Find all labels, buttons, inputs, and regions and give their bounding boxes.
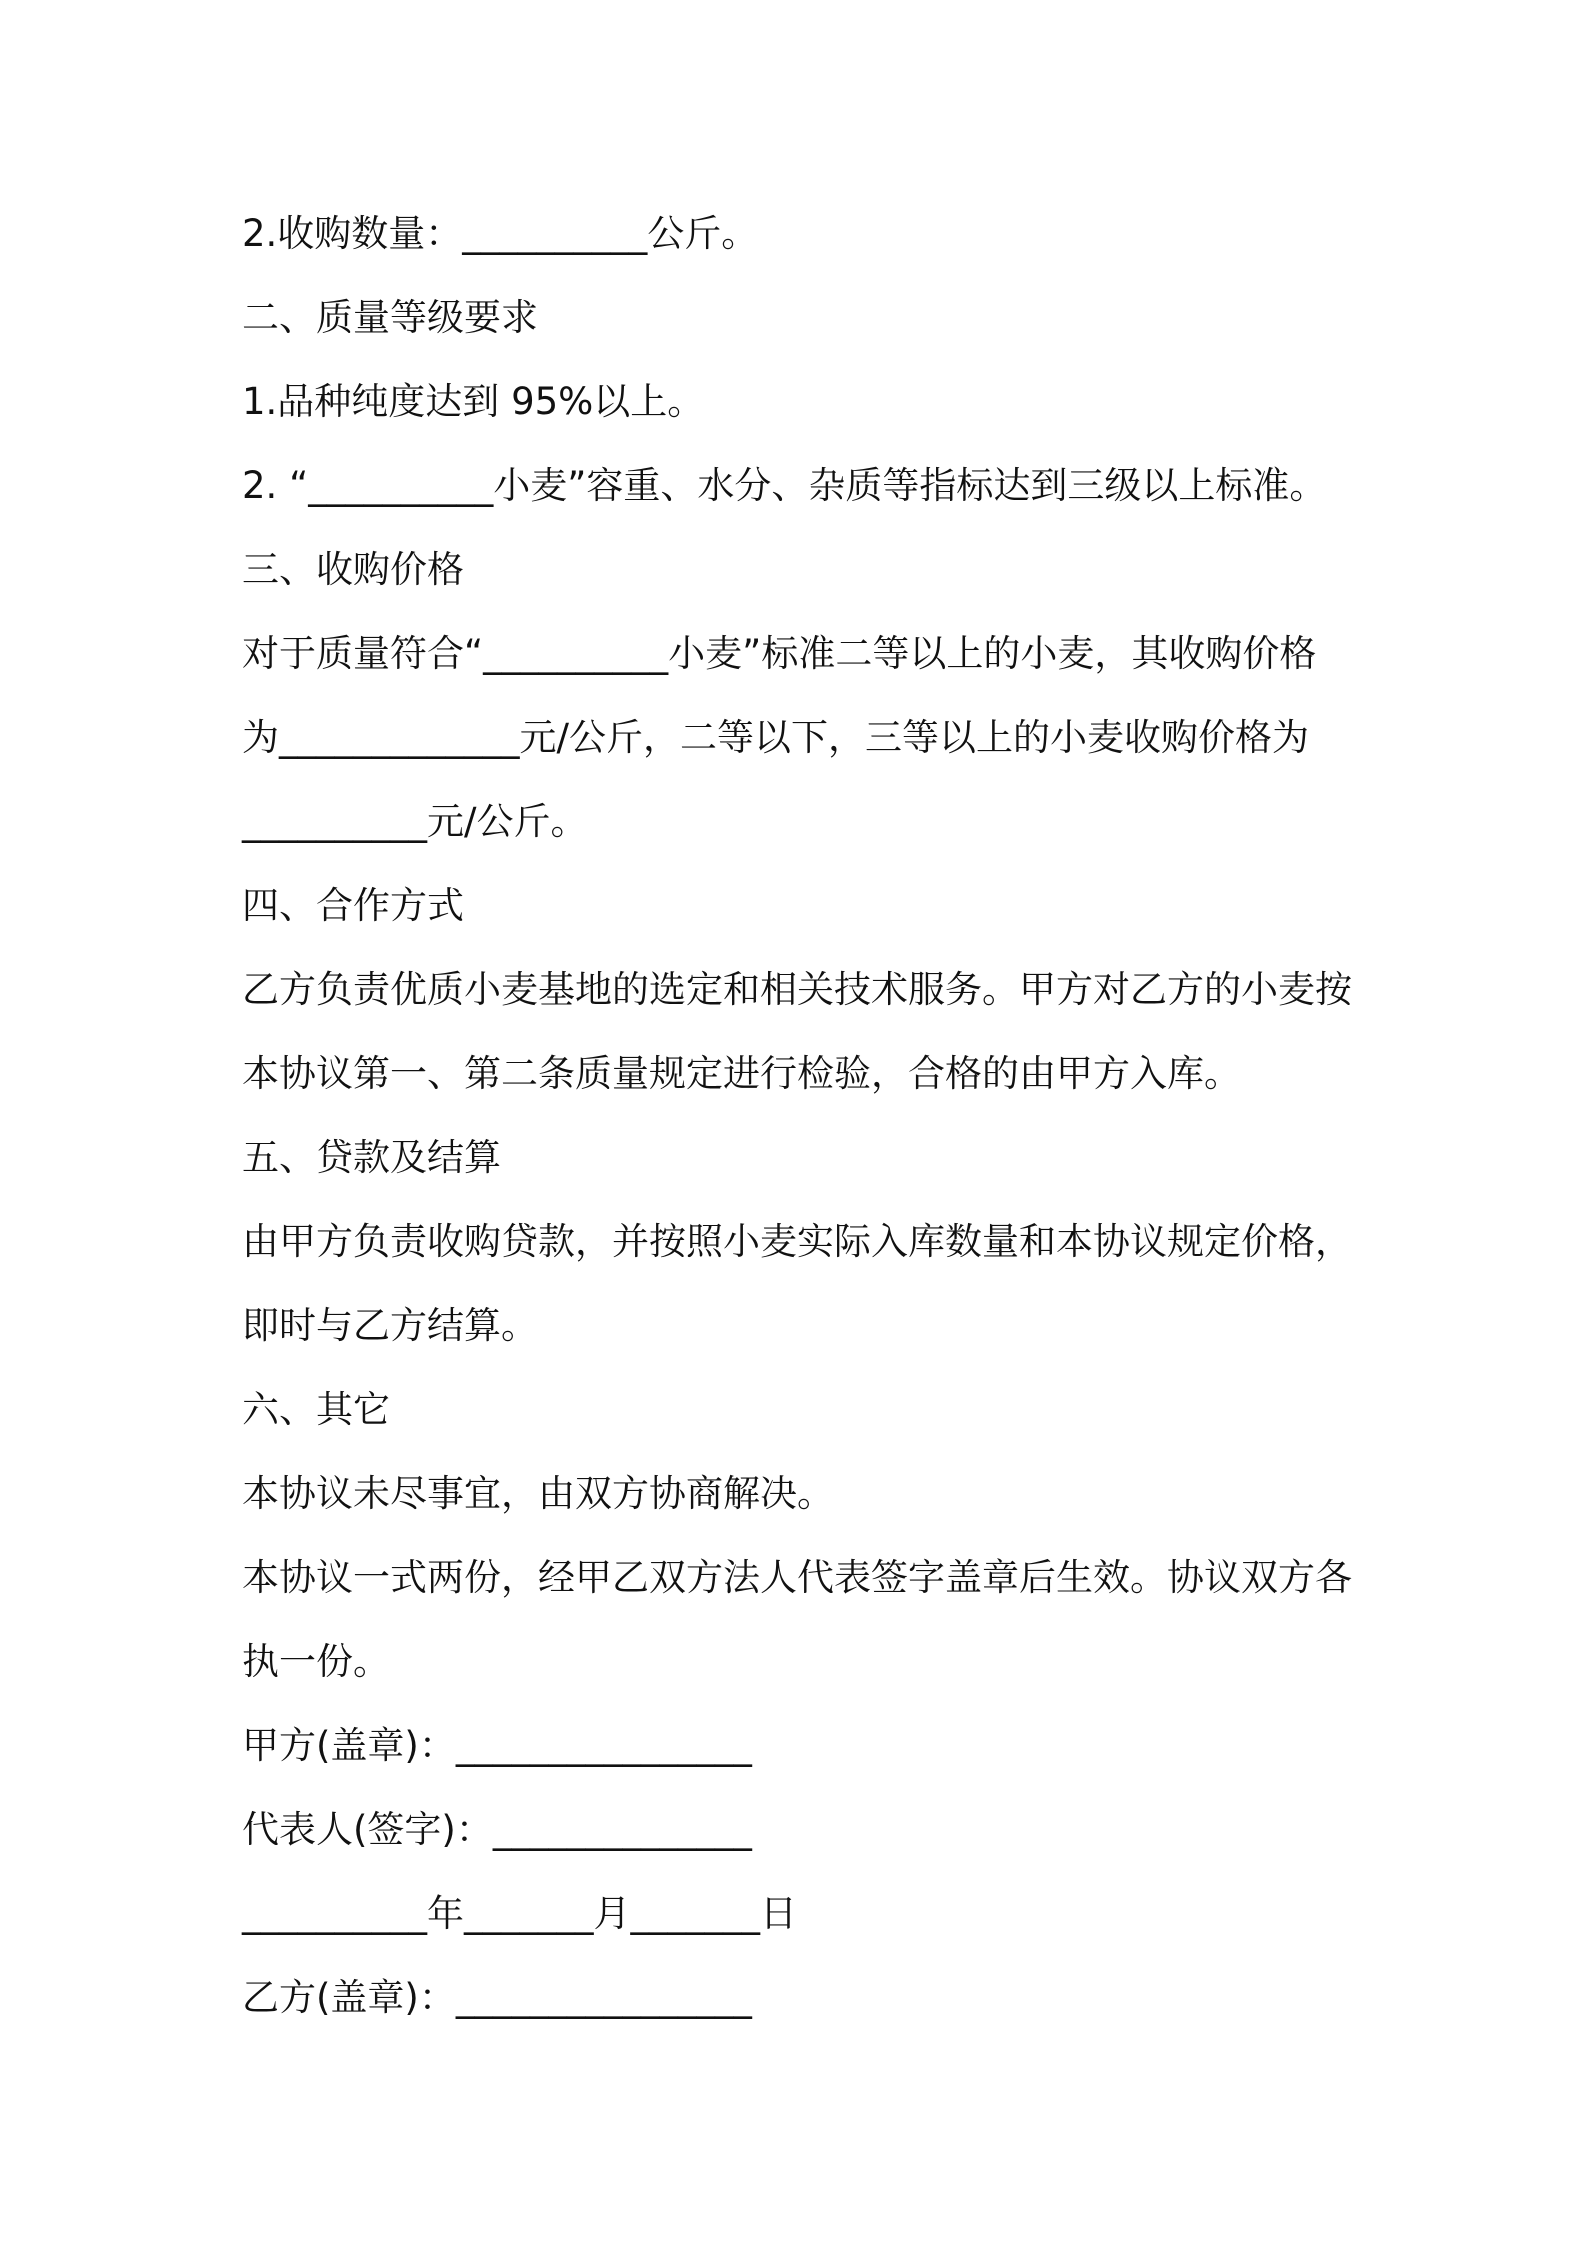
section-heading-quality: 二、质量等级要求 (242, 296, 538, 339)
paragraph-copies-line-1: 本协议一式两份，经甲乙双方法人代表签字盖章后生效。协议双方各 (242, 1556, 1352, 1599)
document-body (242, 192, 1362, 2040)
paragraph-settlement-line-1: 由甲方负责收购贷款，并按照小麦实际入库数量和本协议规定价格， (242, 1220, 1352, 1263)
paragraph-settlement-line-2: 即时与乙方结算。 (242, 1304, 538, 1347)
section-heading-other: 六、其它 (242, 1388, 390, 1431)
clause-variety-purity: 1.品种纯度达到 95%以上。 (242, 380, 705, 423)
paragraph-cooperation-line-2: 本协议第一、第二条质量规定进行检验，合格的由甲方入库。 (242, 1052, 1241, 1095)
paragraph-price-line-2: 为_____________元/公斤，二等以下，三等以上的小麦收购价格为 (242, 716, 1309, 759)
signature-party-a-seal: 甲方(盖章)：________________ (242, 1724, 752, 1767)
signature-party-b-seal: 乙方(盖章)：________________ (242, 1976, 752, 2019)
paragraph-price-line-3: __________元/公斤。 (242, 800, 588, 843)
section-heading-settlement: 五、贷款及结算 (242, 1136, 501, 1179)
paragraph-copies-line-2: 执一份。 (242, 1640, 390, 1683)
signature-date: __________年_______月_______日 (242, 1892, 797, 1935)
clause-quality-standard: 2. “__________小麦”容重、水分、杂质等指标达到三级以上标准。 (242, 464, 1327, 507)
section-heading-cooperation: 四、合作方式 (242, 884, 464, 927)
paragraph-other-matters: 本协议未尽事宜，由双方协商解决。 (242, 1472, 834, 1515)
paragraph-price-line-1: 对于质量符合“__________小麦”标准二等以上的小麦，其收购价格 (242, 632, 1317, 675)
signature-representative: 代表人(签字)：______________ (242, 1808, 752, 1851)
paragraph-cooperation-line-1: 乙方负责优质小麦基地的选定和相关技术服务。甲方对乙方的小麦按 (242, 968, 1352, 1011)
clause-purchase-quantity: 2.收购数量：__________公斤。 (242, 212, 759, 255)
section-heading-price: 三、收购价格 (242, 548, 464, 591)
